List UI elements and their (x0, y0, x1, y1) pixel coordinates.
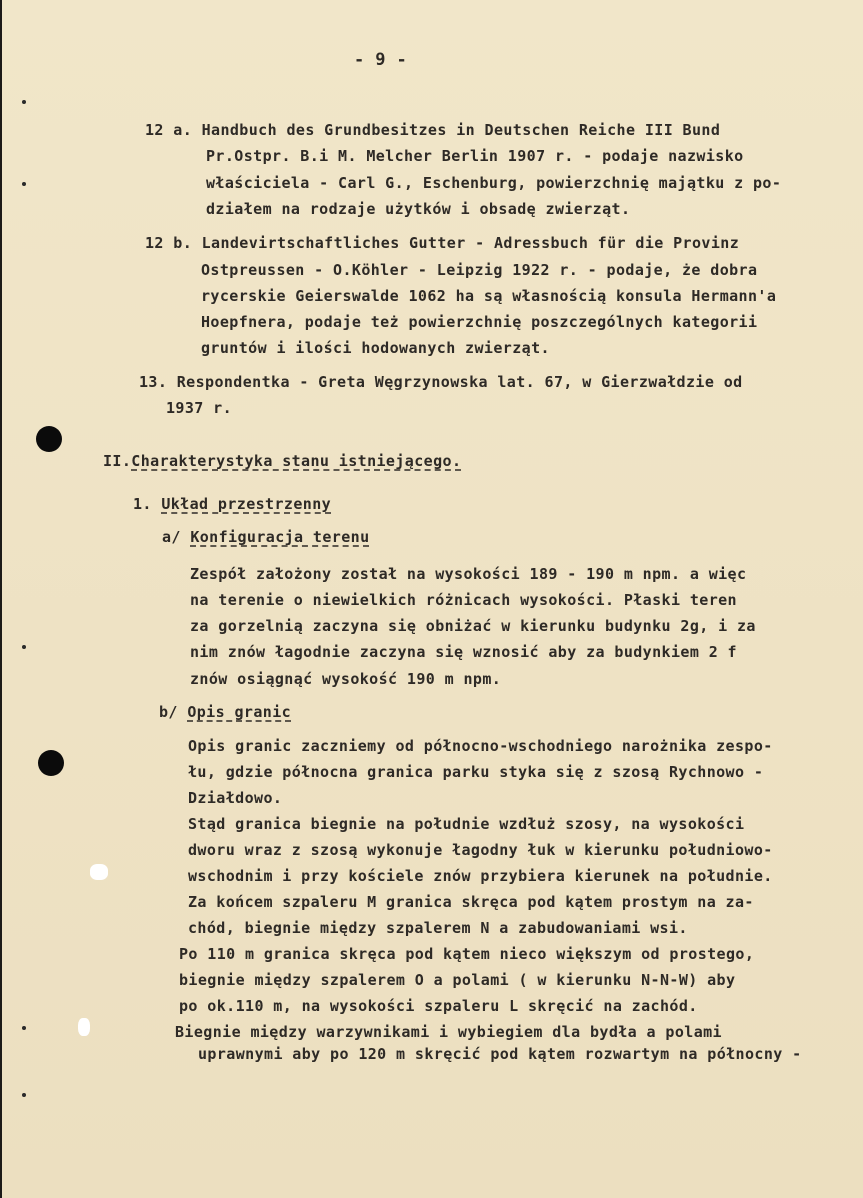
speck-4 (22, 1026, 26, 1030)
speck-1 (22, 100, 26, 104)
source-12b-line-5: gruntów i ilości hodowanych zwierząt. (201, 339, 550, 357)
item-b-line-13: uprawnymi aby po 120 m skręcić pod kątem rozwartym na północny - (198, 1045, 802, 1063)
section-number: II. (103, 452, 132, 470)
speck-2 (22, 182, 26, 186)
binder-hole-top (36, 426, 62, 452)
source-12a-line-2: Pr.Ostpr. B.i M. Melcher Berlin 1907 r. - podaje nazwisko (206, 147, 744, 165)
source-12b-line-3: rycerskie Geierswalde 1062 ha są własnością konsula Hermann'a (201, 287, 777, 305)
item-a-line-1: Zespół założony został na wysokości 189 - 190 m npm. a więc (190, 565, 747, 583)
source-12a-line-1: 12 a. Handbuch des Grundbesitzes in Deutschen Reiche III Bund (145, 121, 721, 139)
source-12a-line-3: właściciela - Carl G., Eschenburg, powierzchnię majątku z po- (206, 174, 782, 192)
item-a-marker: a/ (162, 528, 181, 546)
item-b-line-10: biegnie między szpalerem O a polami ( w kierunku N-N-W) aby (179, 971, 736, 989)
speck-5 (22, 1093, 26, 1097)
binder-hole-bottom (38, 750, 64, 776)
source-12b-line-2: Ostpreussen - O.Köhler - Leipzig 1922 r. - podaje, że dobra (201, 261, 758, 279)
item-b-title: Opis granic (187, 703, 292, 721)
subsection-title: Układ przestrzenny (161, 495, 332, 513)
source-12b-line-4: Hoepfnera, podaje też powierzchnię poszczególnych kategorii (201, 313, 758, 331)
source-12b-line-1: 12 b. Landevirtschaftliches Gutter - Adressbuch für die Provinz (145, 234, 740, 252)
source-12a-line-4: działem na rodzaje użytków i obsadę zwierząt. (206, 200, 631, 218)
item-b-line-7: Za końcem szpaleru M granica skręca pod kątem prostym na za- (188, 893, 754, 911)
subsection-heading (133, 495, 331, 513)
scan-artifact-1 (90, 864, 108, 880)
item-a-title: Konfiguracja terenu (190, 528, 370, 546)
item-b-line-6: wschodnim i przy kościele znów przybiera kierunek na południe. (188, 867, 773, 885)
item-a-line-4: nim znów łagodnie zaczyna się wznosić aby za budynkiem 2 f (190, 643, 737, 661)
item-a-line-2: na terenie o niewielkich różnicach wysokości. Płaski teren (190, 591, 737, 609)
subsection-number: 1. (133, 495, 152, 513)
scan-artifact-2 (78, 1018, 90, 1036)
item-b-line-9: Po 110 m granica skręca pod kątem nieco większym od prostego, (179, 945, 755, 963)
item-b-line-1: Opis granic zaczniemy od północno-wschodniego narożnika zespo- (188, 737, 773, 755)
item-a-heading (162, 528, 370, 546)
speck-3 (22, 645, 26, 649)
item-b-line-11: po ok.110 m, na wysokości szpaleru L skręcić na zachód. (179, 997, 698, 1015)
page-number: - 9 - (354, 50, 408, 70)
item-b-line-12: Biegnie między warzywnikami i wybiegiem dla bydła a polami (175, 1023, 722, 1041)
item-b-line-8: chód, biegnie między szpalerem N a zabudowaniami wsi. (188, 919, 688, 937)
item-a-line-3: za gorzelnią zaczyna się obniżać w kierunku budynku 2g, i za (190, 617, 756, 635)
item-b-marker: b/ (159, 703, 178, 721)
section-title: Charakterystyka stanu istniejącego. (131, 452, 462, 470)
item-b-line-4: Stąd granica biegnie na południe wzdłuż szosy, na wysokości (188, 815, 745, 833)
item-b-line-2: łu, gdzie północna granica parku styka się z szosą Rychnowo - (188, 763, 764, 781)
item-b-line-3: Działdowo. (188, 789, 283, 807)
section-heading (103, 452, 461, 470)
item-a-line-5: znów osiągnąć wysokość 190 m npm. (190, 670, 502, 688)
item-b-line-5: dworu wraz z szosą wykonuje łagodny łuk w kierunku południowo- (188, 841, 773, 859)
source-13-line-1: 13. Respondentka - Greta Węgrzynowska lat. 67, w Gierzwałdzie od (139, 373, 743, 391)
item-b-heading (159, 703, 291, 721)
source-13-line-2: 1937 r. (166, 399, 233, 417)
